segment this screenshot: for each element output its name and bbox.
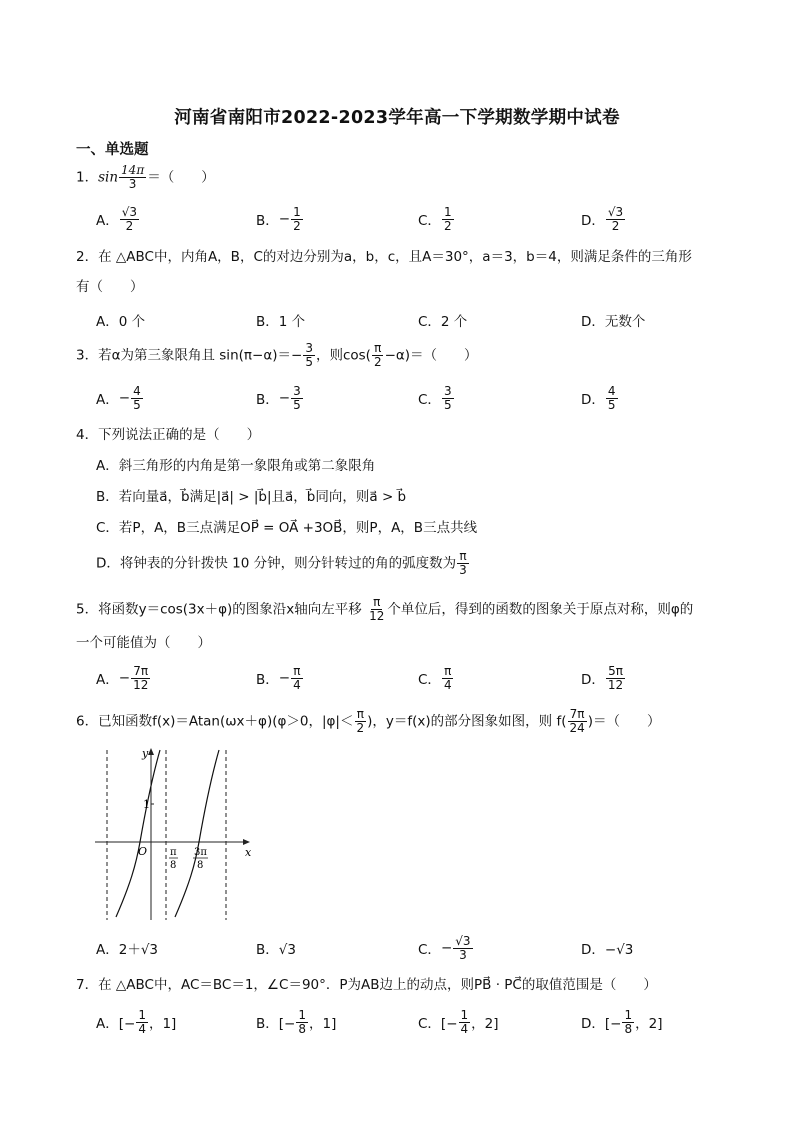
option-b: B．[− $\frac{1}{8}$ ，1] (256, 1007, 337, 1036)
option-d: D． $\frac{4}{5}$ (581, 383, 616, 412)
tick-pi-8-den: 8 (170, 860, 177, 871)
question-6-stem: 6．已知函数f(x)＝Atan(ωx＋φ)(φ＞0，|φ|＜ $\frac{\pi}{2}$ )，y＝f(x)的部分图象如图，则 f( $\frac{7\pi}{24}$ )＝（ ） (76, 707, 661, 735)
option-b: B． − $\frac{3}{5}$ (256, 383, 301, 412)
question-4-stem: 4．下列说法正确的是（ ） (76, 427, 261, 443)
exam-title: 河南省南阳市2022-2023学年高一下学期数学期中试卷 (174, 108, 620, 128)
question-7-stem: 7．在 △ABC中，AC＝BC＝1，∠C＝90°．P为AB边上的动点，则PB⃗ · PC⃗的取值范围是（ ） (76, 977, 657, 993)
question-5-options (96, 662, 736, 694)
option-a: A．2＋√3 (96, 942, 159, 958)
option-d: D．[− $\frac{1}{8}$ ，2] (581, 1007, 663, 1036)
question-2-stem-line1: 2．在 △ABC中，内角A，B，C的对边分别为a，b，c，且A＝30°，a＝3，b＝4，则满足条件的三角形 (76, 249, 692, 265)
question-2-stem-line2: 有（ ） (76, 279, 144, 295)
option-c: C． $\frac{\pi}{4}$ (418, 663, 452, 692)
graph-origin-label: O (138, 845, 148, 858)
question-4-option-d: D．将钟表的分针拨快 10 分钟，则分针转过的角的弧度数为 $\frac{\pi}{3}$ (96, 549, 467, 577)
tick-3pi-8-num: 3π (194, 847, 207, 858)
option-c: C． $\frac{3}{5}$ (418, 383, 452, 412)
option-d: D． $\frac{√3}{2}$ (581, 204, 624, 233)
option-b: B． − $\frac{\pi}{4}$ (256, 663, 301, 692)
question-5-stem-line2: 一个可能值为（ ） (76, 635, 211, 651)
question-4-option-c: C．若P，A，B三点满足OP⃗ = OA⃗ +3OB⃗，则P，A，B三点共线 (96, 520, 478, 536)
tick-pi-8-num: π (170, 847, 177, 858)
question-7-options (96, 1006, 736, 1038)
question-3-options (96, 382, 736, 414)
graph-y-label: y (142, 747, 149, 760)
question-4-option-a: A．斜三角形的内角是第一象限角或第二象限角 (96, 458, 376, 474)
option-b: B．1 个 (256, 314, 306, 330)
option-d: D．−√3 (581, 942, 634, 958)
option-a: A．[− $\frac{1}{4}$ ，1] (96, 1007, 177, 1036)
option-c: C．2 个 (418, 314, 468, 330)
option-b: B．√3 (256, 942, 296, 958)
question-6-options (96, 932, 736, 964)
question-3-stem: 3．若α为第三象限角且 sin(π−α)＝− $\frac{3}{5}$ ，则cos( $\frac{\pi}{2}$ −α)＝（ ） (76, 341, 478, 369)
graph-y-intercept-label: 1 (143, 798, 150, 811)
option-a: A．0 个 (96, 314, 146, 330)
question-4-option-b: B．若向量a⃗，b⃗满足|a⃗| > |b⃗|且a⃗，b⃗同向，则a⃗ > b⃗ (96, 489, 407, 505)
tick-3pi-8-den: 8 (197, 860, 204, 871)
option-a: A． − $\frac{7\pi}{12}$ (96, 663, 149, 692)
option-c: C． $\frac{1}{2}$ (418, 204, 452, 233)
question-1-stem: 1．sin $\frac{14\pi}{3}$ ＝（ ） (76, 163, 215, 191)
tangent-graph (90, 745, 260, 925)
question-1-options (96, 203, 736, 235)
option-c: C．[− $\frac{1}{4}$ ，2] (418, 1007, 499, 1036)
graph-x-label: x (245, 846, 252, 859)
section-heading: 一、单选题 (76, 142, 149, 158)
option-b: B． − $\frac{1}{2}$ (256, 204, 301, 233)
question-5-stem-line1: 5．将函数y＝cos(3x＋φ)的图象沿x轴向左平移 $\frac{\pi}{12}$ 个单位后，得到的函数的图象关于原点对称，则φ的 (76, 595, 694, 623)
question-2-options (96, 304, 736, 336)
option-d: D．无数个 (581, 314, 646, 330)
option-c: C． − $\frac{√3}{3}$ (418, 933, 471, 962)
option-d: D． $\frac{5\pi}{12}$ (581, 663, 624, 692)
option-a: A． $\frac{√3}{2}$ (96, 204, 138, 233)
option-a: A． − $\frac{4}{5}$ (96, 383, 141, 412)
